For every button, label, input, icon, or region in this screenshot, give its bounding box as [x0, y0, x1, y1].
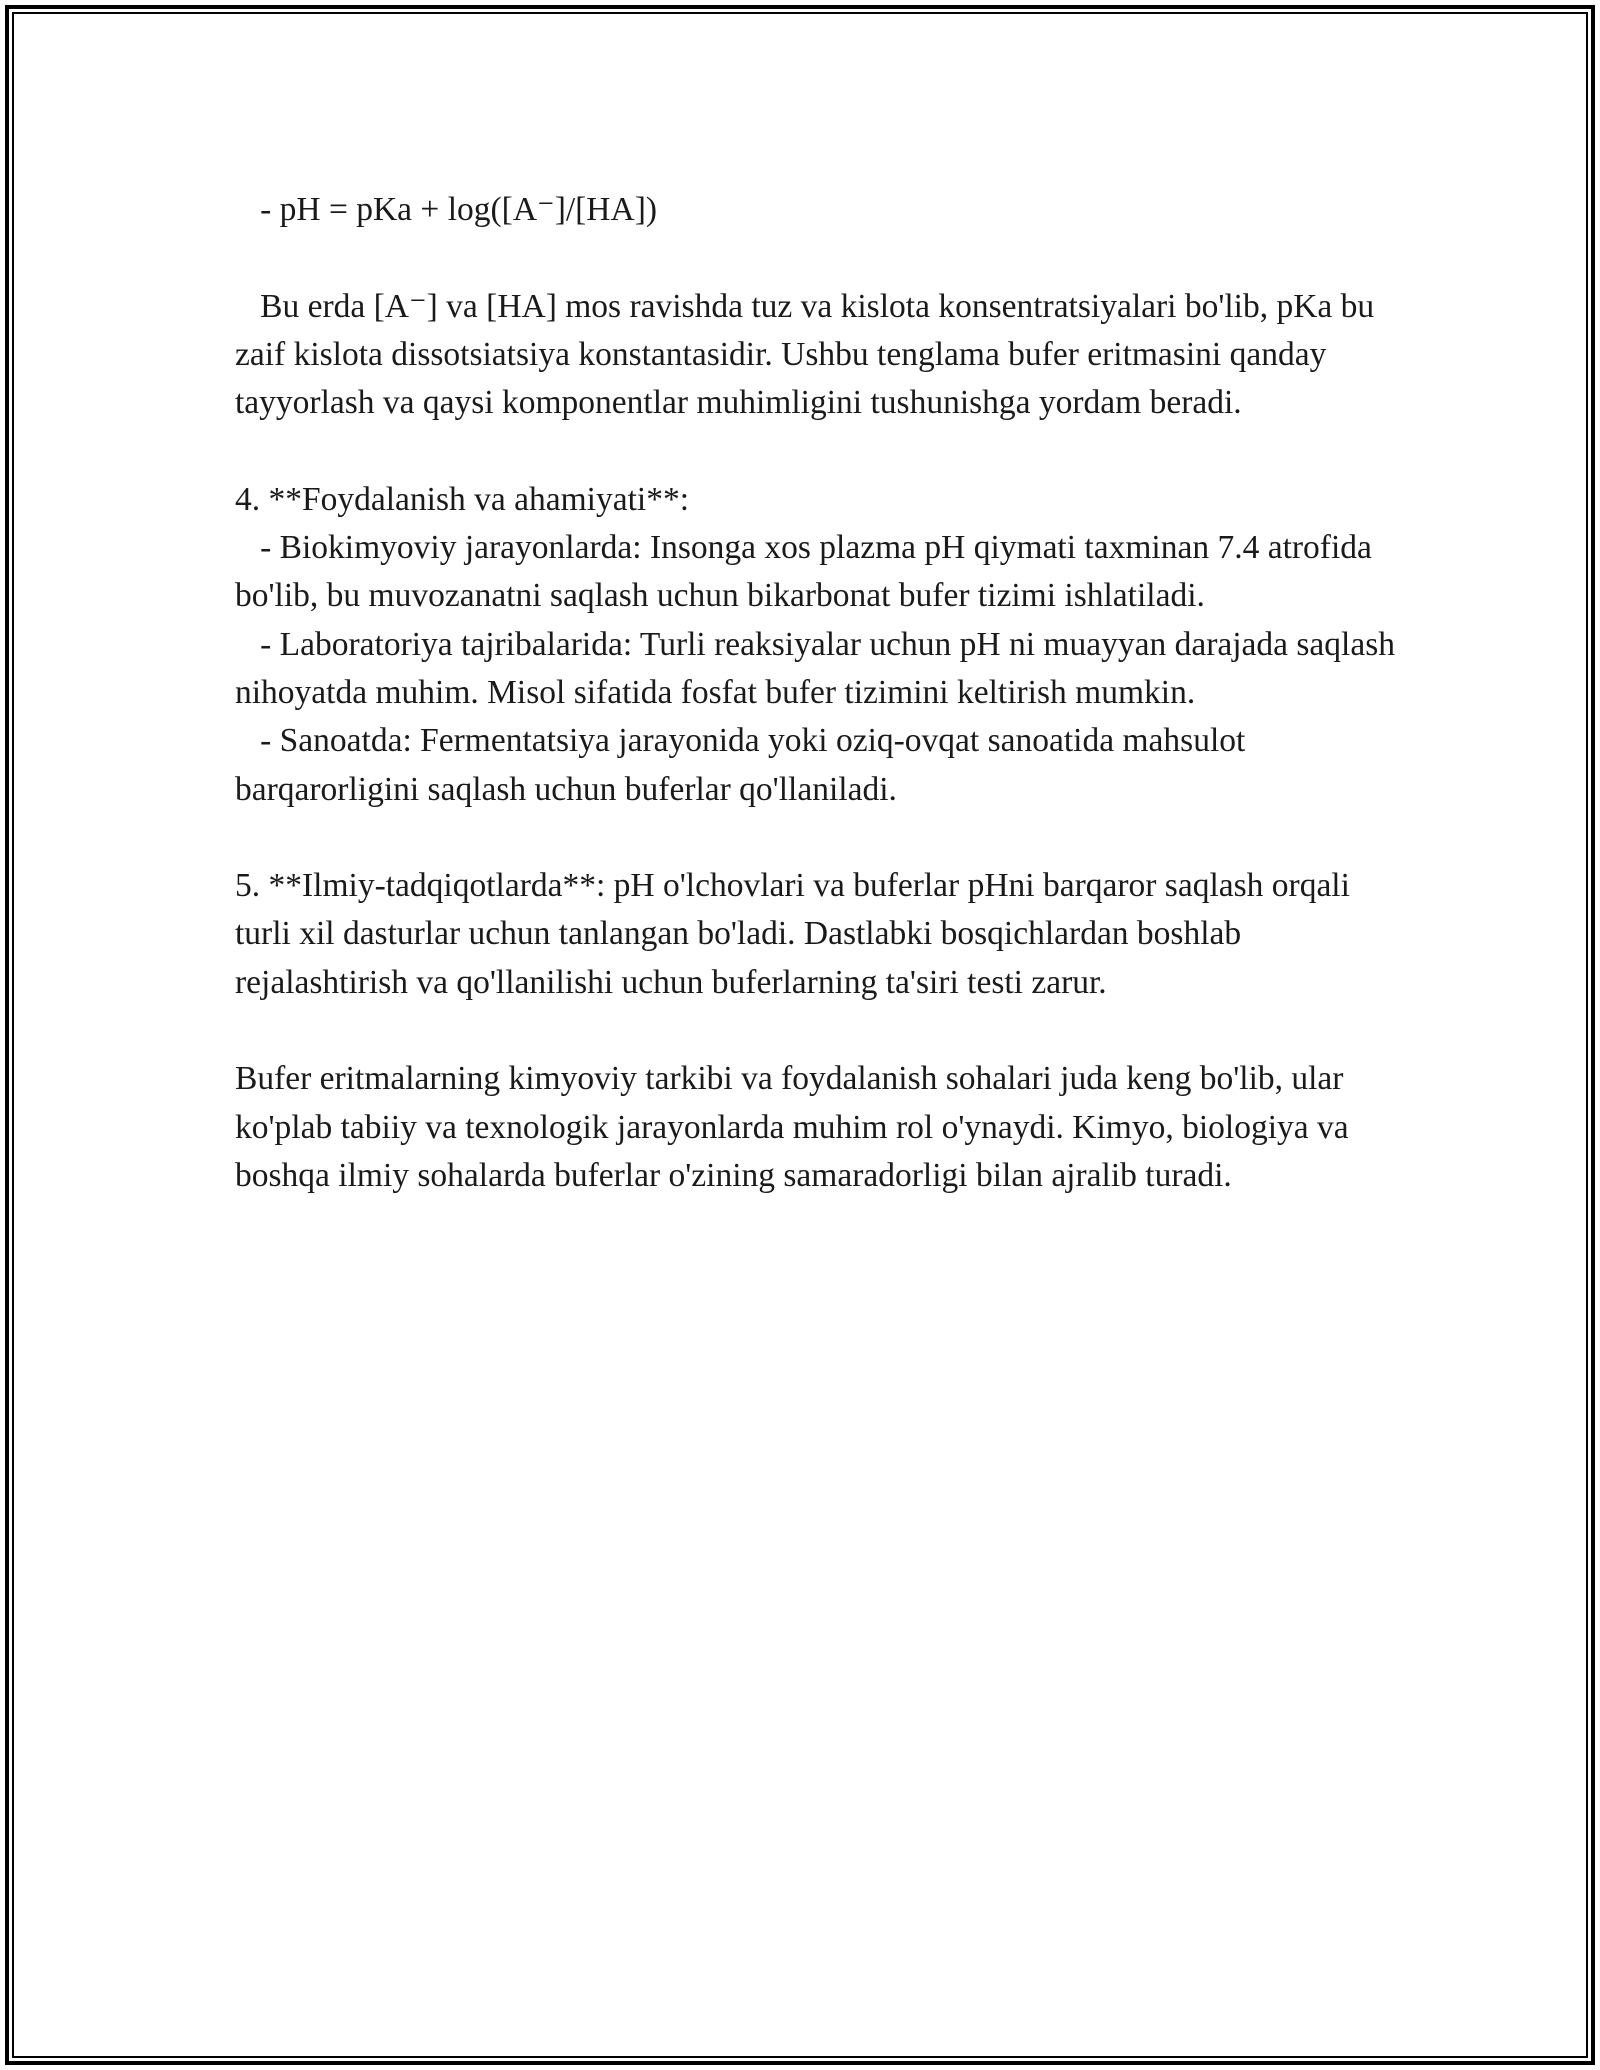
section-4-item-biochemistry: - Biokimyoviy jarayonlarda: Insonga xos plazma pH qiymati taxminan 7.4 atrofida bo'lib, bu muvozanatni saqlash uchun bikarbonat bufer tizimi ishlatiladi. [235, 529, 1381, 615]
formula-explanation: Bu erda [A⁻] va [HA] mos ravishda tuz va kislota konsentratsiyalari bo'lib, pKa bu zaif kislota dissotsiatsiya konstantasidir. Ushbu tenglama bufer eritmasini qanday tayyorlash va qaysi komponentlar muhimligini tushunishga yordam beradi. [235, 287, 1383, 422]
conclusion-paragraph: Bufer eritmalarning kimyoviy tarkibi va foydalanish sohalari juda keng bo'lib, ular ko'plab tabiiy va texnologik jarayonlarda muhim rol o'ynaydi. Kimyo, biologiya va boshqa ilmiy sohalarda buferlar o'zining samaradorligi bilan ajralib turadi. [235, 1060, 1358, 1194]
section-5-paragraph: 5. **Ilmiy-tadqiqotlarda**: pH o'lchovlari va buferlar pHni barqaror saqlash orqali turli xil dasturlar uchun tanlangan bo'ladi. Dastlabki bosqichlardan boshlab rejalashtirish va qo'llanilishi uchun buferlarning ta'siri testi zarur. [235, 867, 1359, 1001]
formula-line: - pH = pKa + log([A⁻]/[HA]) [235, 191, 658, 228]
section-4-item-laboratory: - Laboratoriya tajribalarida: Turli reaksiyalar uchun pH ni muayyan darajada saqlash nihoyatda muhim. Misol sifatida fosfat bufer tizimini keltirish mumkin. [235, 625, 1404, 711]
section-4-item-industry: - Sanoatda: Fermentatsiya jarayonida yoki oziq-ovqat sanoatida mahsulot barqarorligini saqlash uchun buferlar qo'llaniladi. [235, 722, 1254, 808]
paragraph-gap [235, 1007, 1405, 1055]
paragraph-gap [235, 814, 1405, 862]
document-body [235, 186, 1405, 1200]
paragraph-gap [235, 234, 1405, 282]
section-4-heading: 4. **Foydalanish va ahamiyati**: [235, 480, 690, 518]
paragraph-gap [235, 427, 1405, 475]
